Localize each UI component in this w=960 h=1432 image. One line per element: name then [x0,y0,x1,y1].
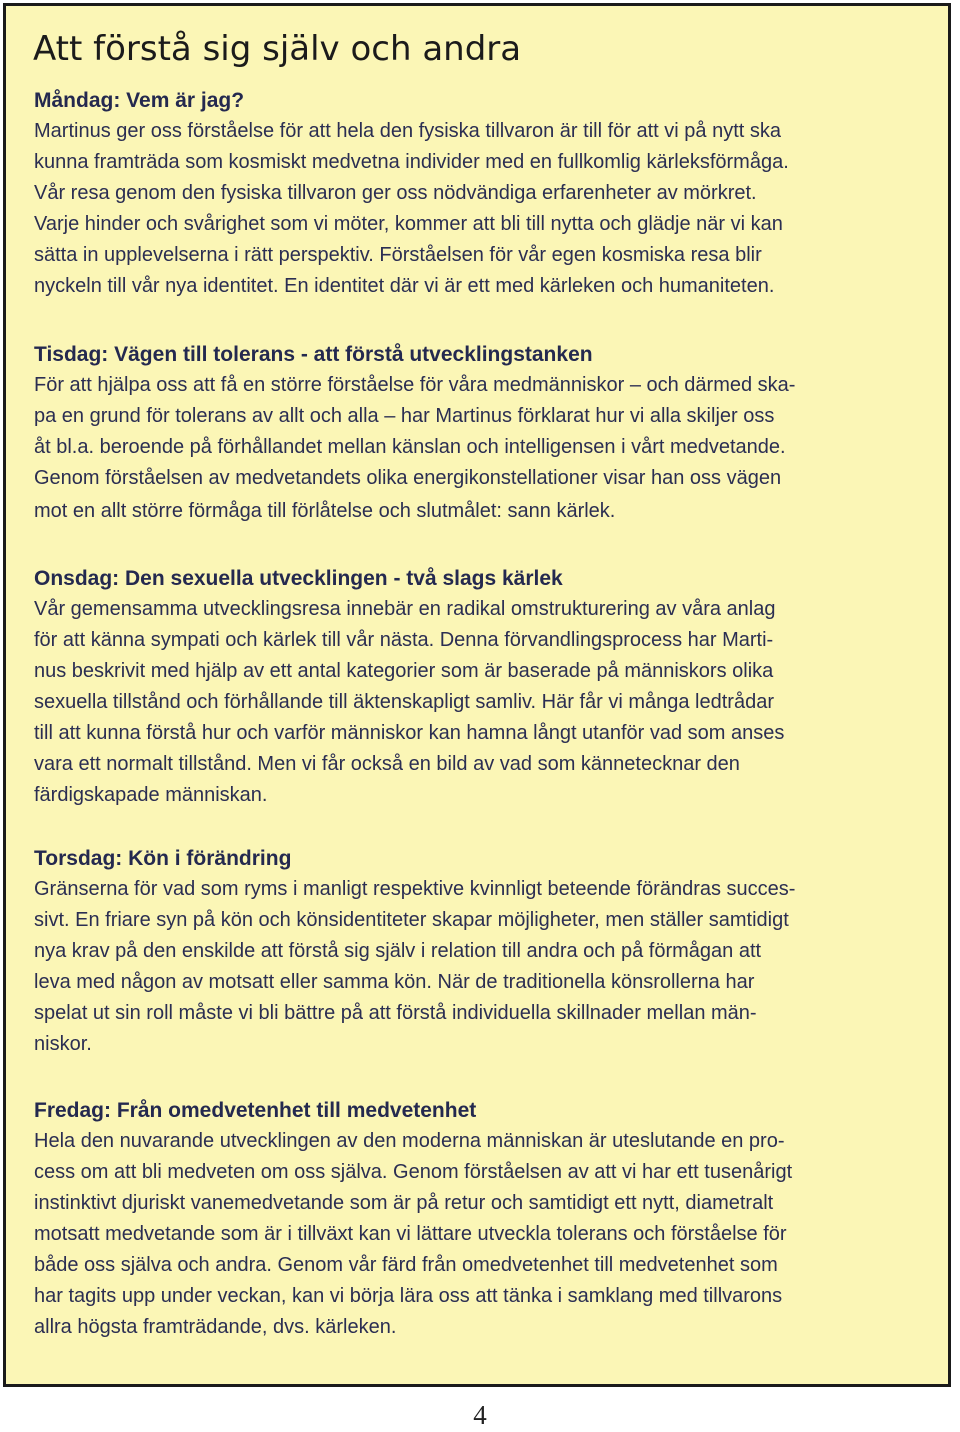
section-tuesday [34,340,934,528]
body-line: cess om att bli medveten om oss själva. Genom förståelsen av att vi har ett tusenårigt [34,1161,793,1183]
body-line: sätta in upplevelserna i rätt perspektiv. Förståelsen för vår egen kosmiska resa blir [34,244,762,266]
body-line: för att känna sympati och kärlek till vår nästa. Denna förvandlingsprocess har Marti- [34,629,774,651]
body-line: kunna framträda som kosmiskt medvetna individer med en fullkomlig kärleksförmåga. [34,151,789,173]
body-line: allra högsta framträdande, dvs. kärleken. [34,1316,397,1338]
section-monday [34,86,934,302]
body-line: nya krav på den enskilde att förstå sig själv i relation till andra och på förmågan att [34,940,762,962]
body-line: både oss själva och andra. Genom vår färd från omedvetenhet till medvetenhet som [34,1254,778,1276]
section-friday [34,1096,934,1343]
section-body [34,370,934,528]
section-heading: Fredag: Från omedvetenhet till medvetenhet [34,1099,477,1122]
body-line: instinktivt djuriskt vanemedvetande som är på retur och samtidigt ett nytt, diametralt [34,1192,774,1214]
body-line: Gränserna för vad som ryms i manligt respektive kvinnligt beteende förändras succes- [34,878,796,900]
section-heading: Onsdag: Den sexuella utvecklingen - två slags kärlek [34,567,563,590]
section-body [34,874,934,1060]
section-heading: Tisdag: Vägen till tolerans - att förstå utvecklingstanken [34,343,593,366]
body-line: nyckeln till vår nya identitet. En identitet där vi är ett med kärleken och humaniteten. [34,275,775,297]
body-line: Hela den nuvarande utvecklingen av den moderna människan är uteslutande en pro- [34,1130,785,1152]
body-line: Vår resa genom den fysiska tillvaron ger oss nödvändiga erfarenheter av mörkret. [34,182,757,204]
body-line: sivt. En friare syn på kön och könsidentiteter skapar möjligheter, men ställer samtidigt [34,909,789,931]
section-body [34,594,934,811]
body-line: sexuella tillstånd och förhållande till äktenskapligt samliv. Här får vi många ledtrådar [34,691,774,713]
body-line: pa en grund för tolerans av allt och alla – har Martinus förklarat hur vi alla skiljer oss [34,405,775,427]
section-body [34,116,934,302]
body-line: leva med någon av motsatt eller samma kön. När de traditionella könsrollerna har [34,971,755,993]
body-line: För att hjälpa oss att få en större förståelse för våra medmänniskor – och därmed ska- [34,374,796,396]
body-line: spelat ut sin roll måste vi bli bättre på att förstå individuella skillnader mellan män- [34,1002,757,1024]
body-line: har tagits upp under veckan, kan vi börja lära oss att tänka i samklang med tillvarons [34,1285,783,1307]
section-thursday [34,844,934,1060]
body-line: vara ett normalt tillstånd. Men vi får också en bild av vad som kännetecknar den [34,753,740,775]
body-line: niskor. [34,1033,92,1055]
section-heading: Måndag: Vem är jag? [34,89,245,112]
section-heading: Torsdag: Kön i förändring [34,847,292,870]
body-line: åt bl.a. beroende på förhållandet mellan känslan och intelligensen i vårt medvetande. [34,436,786,458]
body-line: till att kunna förstå hur och varför människor kan hamna långt utanför vad som anses [34,722,785,744]
section-wednesday [34,564,934,811]
page-number: 4 [473,1400,487,1430]
body-line: Martinus ger oss förståelse för att hela den fysiska tillvaron är till för att vi på nytt ska [34,120,781,142]
body-line: mot en allt större förmåga till förlåtelse och slutmålet: sann kärlek. [34,500,616,522]
body-line: motsatt medvetande som är i tillväxt kan vi lättare utveckla tolerans och förståelse för [34,1223,787,1245]
body-line: Varje hinder och svårighet som vi möter, kommer att bli till nytta och glädje när vi kan [34,213,783,235]
section-body [34,1126,934,1343]
body-line: färdigskapade människan. [34,784,268,806]
page-title: Att förstå sig själv och andra [33,29,522,69]
body-line: nus beskrivit med hjälp av ett antal kategorier som är baserade på människors olika [34,660,774,682]
body-line: Genom förståelsen av medvetandets olika energikonstellationer visar han oss vägen [34,467,782,489]
body-line: Vår gemensamma utvecklingsresa innebär en radikal omstrukturering av våra anlag [34,598,776,620]
